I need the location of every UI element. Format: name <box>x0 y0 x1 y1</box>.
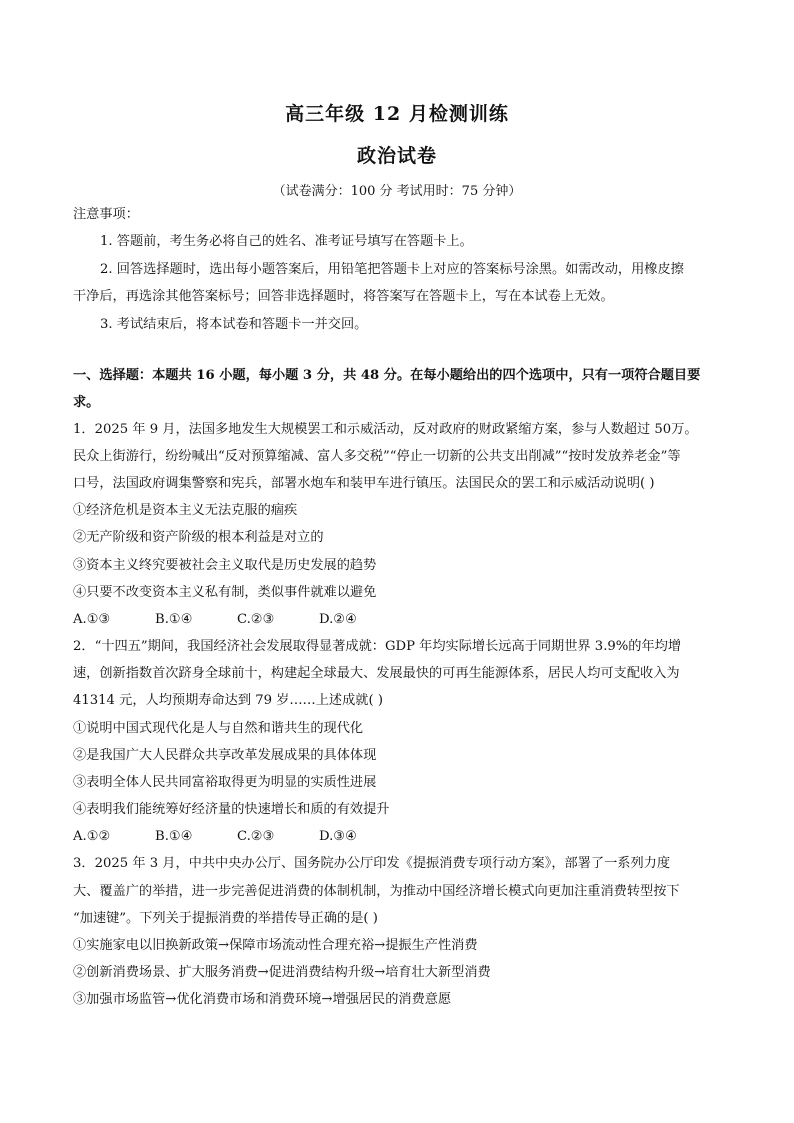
q1-statement-3: ③资本主义终究要被社会主义取代是历史发展的趋势 <box>73 558 377 573</box>
note-item-3: 3. 考试结束后，将本试卷和答题卡一并交回。 <box>100 317 368 332</box>
q2-option-d: D.③④ <box>319 829 357 844</box>
section-heading-line1: 一、选择题：本题共 16 小题，每小题 3 分，共 48 分。在每小题给出的四个选项中，只有一项符合题目要 <box>73 368 701 383</box>
q1-statement-1: ①经济危机是资本主义无法克服的痼疾 <box>73 503 298 518</box>
q2-statement-3: ③表明全体人民共同富裕取得更为明显的实质性进展 <box>73 775 377 790</box>
q1-statement-2: ②无产阶级和资产阶级的根本利益是对立的 <box>73 530 324 545</box>
q3-stem-line2: 大、覆盖广的举措，进一步完善促进消费的体制机制，为推动中国经济增长模式向更加注重消费转型按下 <box>73 884 680 899</box>
section-heading-line2: 求。 <box>73 395 100 410</box>
notes-heading: 注意事项： <box>73 207 139 222</box>
q2-statement-2: ②是我国广大人民群众共享改革发展成果的具体体现 <box>73 748 377 763</box>
q2-stem-line1: 2．“十四五”期间，我国经济社会发展取得显著成就：GDP 年均实际增长远高于同期世界 3.9%的年均增 <box>73 639 682 654</box>
q3-stem-line3: “加速键”。下列关于提振消费的举措传导正确的是( ) <box>73 911 378 926</box>
q1-options <box>73 611 357 629</box>
q1-option-c: C.②③ <box>237 612 275 627</box>
q1-stem-line3: 口号，法国政府调集警察和宪兵，部署水炮车和装甲车进行镇压。法国民众的罢工和示威活动说明( ) <box>73 476 655 491</box>
q2-option-c: C.②③ <box>237 829 275 844</box>
exam-subject: 政治试卷 <box>356 145 437 167</box>
note-item-1: 1. 答题前，考生务必将自己的姓名、准考证号填写在答题卡上。 <box>100 234 473 249</box>
q3-stem-line1: 3．2025 年 3 月，中共中央办公厅、国务院办公厅印发《提振消费专项行动方案》，部署了一系列力度 <box>73 856 671 871</box>
q3-statement-3: ③加强市场监管→优化消费市场和消费环境→增强居民的消费意愿 <box>73 992 452 1007</box>
note-item-2-line2: 干净后，再选涂其他答案标号；回答非选择题时，将答案写在答题卡上，写在本试卷上无效。 <box>73 289 614 304</box>
q2-stem-line2: 速，创新指数首次跻身全球前十，构建起全球最大、发展最快的可再生能源体系，居民人均可支配收入为 <box>73 666 680 681</box>
q1-stem-line2: 民众上街游行，纷纷喊出“反对预算缩减、富人多交税”“停止一切新的公共支出削减”“按时发放养老金”等 <box>73 449 681 464</box>
exam-title: 高三年级 12 月检测训练 <box>285 103 509 125</box>
q2-options <box>73 828 357 846</box>
q1-stem-line1: 1．2025 年 9 月，法国多地发生大规模罢工和示威活动，反对政府的财政紧缩方案，参与人数超过 50万。 <box>73 422 698 437</box>
q1-statement-4: ④只要不改变资本主义私有制，类似事件就难以避免 <box>73 585 377 600</box>
q3-statement-2: ②创新消费场景、扩大服务消费→促进消费结构升级→培育壮大新型消费 <box>73 965 491 980</box>
q2-statement-1: ①说明中国式现代化是人与自然和谐共生的现代化 <box>73 721 364 736</box>
q2-statement-4: ④表明我们能统筹好经济量的快速增长和质的有效提升 <box>73 802 390 817</box>
q3-statement-1: ①实施家电以旧换新政策→保障市场流动性合理充裕→提振生产性消费 <box>73 938 478 953</box>
q1-option-b: B.①④ <box>155 612 193 627</box>
q1-option-a: A.①③ <box>73 612 111 627</box>
q2-stem-line3: 41314 元，人均预期寿命达到 79 岁……上述成就( ) <box>73 693 383 708</box>
note-item-2-line1: 2. 回答选择题时，选出每小题答案后，用铅笔把答题卡上对应的答案标号涂黑。如需改动，用橡皮擦 <box>100 262 684 277</box>
q1-option-d: D.②④ <box>319 612 357 627</box>
q2-option-a: A.①② <box>73 829 111 844</box>
exam-info: （试卷满分：100 分 考试用时：75 分钟） <box>272 184 522 199</box>
q2-option-b: B.①④ <box>155 829 193 844</box>
